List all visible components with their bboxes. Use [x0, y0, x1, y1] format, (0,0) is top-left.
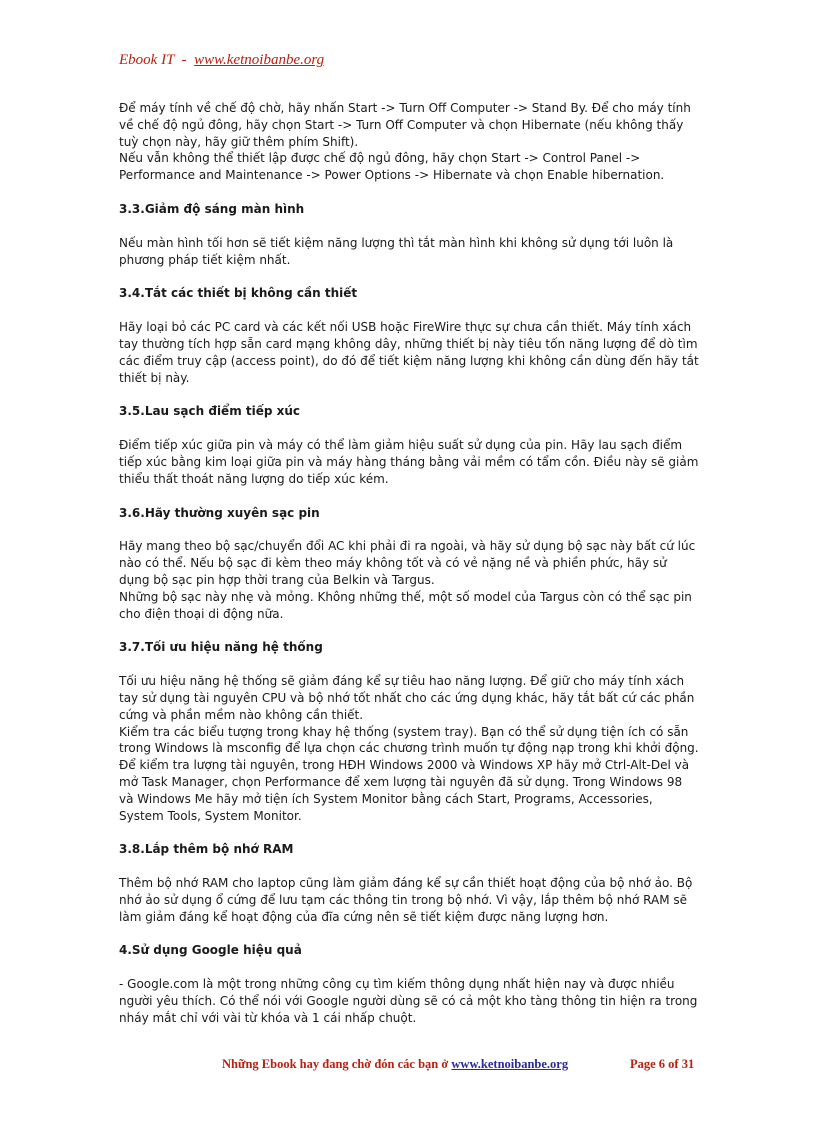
- section-heading: 4.Sử dụng Google hiệu quả: [119, 943, 302, 958]
- section-heading: 3.7.Tối ưu hiệu năng hệ thống: [119, 640, 323, 655]
- section-heading: 3.6.Hãy thường xuyên sạc pin: [119, 505, 320, 520]
- section-3-8: [119, 841, 699, 925]
- page-header: [119, 52, 324, 69]
- section-3-7: [119, 639, 699, 824]
- intro-block: [119, 100, 699, 184]
- section-3-4: [119, 285, 699, 386]
- document-body: [119, 100, 699, 1027]
- section-paragraph: Hãy mang theo bộ sạc/chuyển đổi AC khi phải đi ra ngoài, và hãy sử dụng bộ sạc này bất cứ lúc nào có thể. Nếu bộ sạc đi kèm theo máy không tốt và có vẻ nặng nề và phiền phức, hãy sử dụng bộ sạc pin hợp thời trang của Belkin và Targus.: [119, 539, 696, 587]
- header-prefix: Ebook IT -: [119, 52, 195, 68]
- section-heading: 3.4.Tắt các thiết bị không cần thiết: [119, 286, 358, 301]
- footer-url-link[interactable]: www.ketnoibanbe.org: [451, 1057, 569, 1071]
- page-footer: [222, 1057, 702, 1072]
- section-paragraph: Nếu màn hình tối hơn sẽ tiết kiệm năng lượng thì tắt màn hình khi không sử dụng tới luôn là phương pháp tiết kiệm nhất.: [119, 235, 674, 267]
- section-heading: 3.8.Lắp thêm bộ nhớ RAM: [119, 842, 294, 857]
- intro-paragraph-1: Để máy tính về chế độ chờ, hãy nhấn Start -> Turn Off Computer -> Stand By. Để cho máy tính về chế độ ngủ đông, hãy chọn Start -> Turn Off Computer và chọn Hibernate (nếu không thấy tuỳ chọn này, hãy giữ thêm phím Shift).: [119, 101, 691, 149]
- section-paragraph: Hãy loại bỏ các PC card và các kết nối USB hoặc FireWire thực sự chưa cần thiết. Máy tính xách tay thường tích hợp sẵn card mạng không dây, những thiết bị này tiêu tốn năng lượng để dò tìm các điểm truy cập (access point), do đó để tiết kiệm năng lượng khi không cần dùng đến hãy tắt thiết bị này.: [119, 320, 699, 385]
- header-url-link[interactable]: www.ketnoibanbe.org: [194, 52, 325, 68]
- footer-text: Những Ebook hay đang chờ đón các bạn ở: [222, 1057, 452, 1071]
- section-4: [119, 942, 699, 1026]
- section-paragraph: Kiểm tra các biểu tượng trong khay hệ thống (system tray). Bạn có thể sử dụng tiện ích có sẵn trong Windows là msconfig để lựa chọn các chương trình muốn tự động nạp trong khi khởi động.: [119, 724, 699, 756]
- section-heading: 3.5.Lau sạch điểm tiếp xúc: [119, 404, 301, 419]
- section-paragraph: - Google.com là một trong những công cụ tìm kiếm thông dụng nhất hiện nay và được nhiều người yêu thích. Có thể nói với Google người dùng sẽ có cả một kho tàng thông tin hiện ra trong nháy mắt chỉ với vài từ khóa và 1 cái nhấp chuột.: [119, 977, 698, 1025]
- intro-paragraph-2: Nếu vẫn không thể thiết lập được chế độ ngủ đông, hãy chọn Start -> Control Panel -> Performance and Maintenance -> Power Options -> Hibernate và chọn Enable hibernation.: [119, 151, 665, 183]
- section-3-5: [119, 403, 699, 487]
- section-3-3: [119, 201, 699, 268]
- section-paragraph: Tối ưu hiệu năng hệ thống sẽ giảm đáng kể sự tiêu hao năng lượng. Để giữ cho máy tính xách tay sử dụng tài nguyên CPU và bộ nhớ tốt nhất cho các ứng dụng khác, hãy tắt bất cứ các phần cứng và phần mềm nào không cần thiết.: [119, 674, 695, 722]
- section-paragraph: Điểm tiếp xúc giữa pin và máy có thể làm giảm hiệu suất sử dụng của pin. Hãy lau sạch điểm tiếp xúc bằng kim loại giữa pin và máy hàng tháng bằng vải mềm có tẩm cồn. Điều này sẽ giảm thiểu thất thoát năng lượng do tiếp xúc kém.: [119, 438, 699, 486]
- section-paragraph: Để kiểm tra lượng tài nguyên, trong HĐH Windows 2000 và Windows XP hãy mở Ctrl-Alt-Del và mở Task Manager, chọn Performance để xem lượng tài nguyên đã sử dụng. Trong Windows 98 và Windows Me hãy mở tiện ích System Monitor bằng cách Start, Programs, Accessories, System Tools, System Monitor.: [119, 758, 690, 823]
- section-3-6: [119, 505, 699, 623]
- section-paragraph: Những bộ sạc này nhẹ và mỏng. Không những thế, một số model của Targus còn có thể sạc pin cho điện thoại di động nữa.: [119, 589, 692, 621]
- section-paragraph: Thêm bộ nhớ RAM cho laptop cũng làm giảm đáng kể sự cần thiết hoạt động của bộ nhớ ảo. Bộ nhớ ảo sử dụng ổ cứng để lưu tạm các thông tin trong bộ nhớ. Vì vậy, lắp thêm bộ nhớ RAM sẽ làm giảm đáng kể hoạt động của đĩa cứng nên sẽ tiết kiệm được năng lượng hơn.: [119, 876, 693, 924]
- page-number: Page 6 of 31: [630, 1057, 695, 1071]
- section-heading: 3.3.Giảm độ sáng màn hình: [119, 201, 305, 216]
